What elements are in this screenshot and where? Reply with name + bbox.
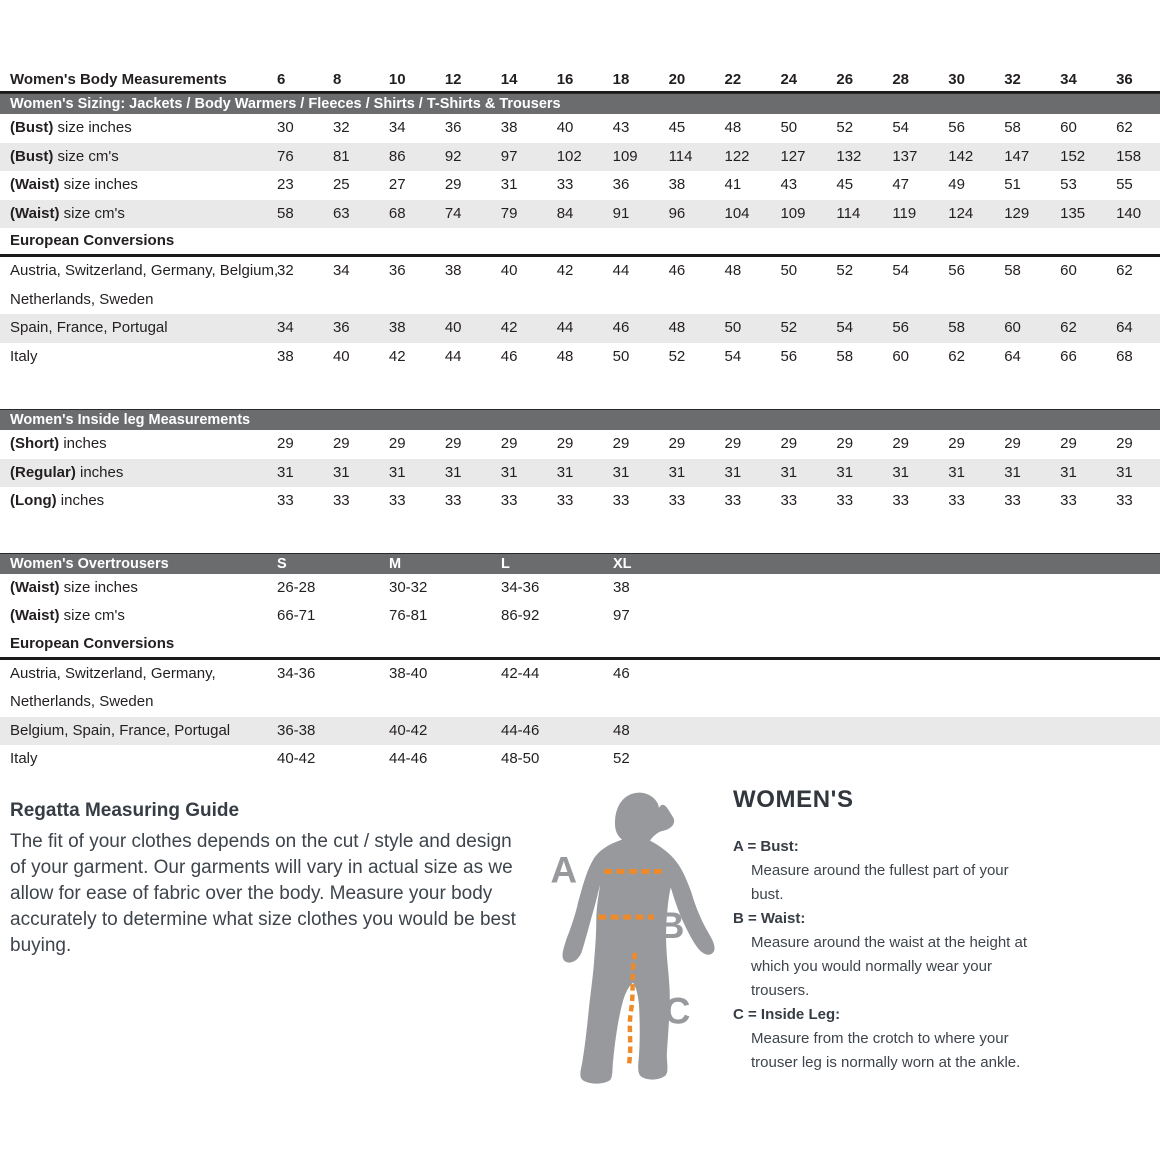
size-value: 34	[388, 119, 406, 136]
size-value: 102	[556, 147, 582, 165]
size-value: 38	[613, 578, 630, 596]
womens-measure-instructions	[733, 786, 1068, 1075]
table-row	[0, 717, 1160, 746]
table-row	[0, 200, 1160, 229]
size-value: 44	[444, 347, 462, 365]
size-value: 38	[277, 347, 294, 365]
size-column-header: 12	[444, 71, 462, 88]
measuring-guide	[10, 800, 520, 959]
size-value: 135	[1060, 204, 1086, 222]
size-value: 34-36	[277, 664, 316, 682]
body-figure	[538, 780, 733, 1098]
size-value: 29	[444, 435, 462, 452]
row-label-line2: Netherlands, Sweden	[10, 290, 154, 308]
size-value: 52	[668, 347, 686, 365]
instruction-description: Measure from the crotch to where your trouser leg is normally worn at the ankle.	[751, 1030, 1021, 1071]
table-row	[0, 343, 1160, 372]
size-value: 33	[668, 492, 686, 509]
table-row	[0, 257, 1160, 314]
instruction-description: Measure around the waist at the height at which you would normally wear your trousers.	[751, 934, 1028, 999]
size-column-header: 18	[612, 71, 630, 88]
size-value: 52	[613, 750, 630, 767]
size-column-header: 16	[556, 71, 574, 88]
size-value: 36-38	[277, 721, 316, 739]
size-value: 42	[388, 347, 406, 365]
size-value: 48	[613, 721, 630, 739]
size-value: 62	[1116, 119, 1133, 136]
row-label: Italy	[10, 750, 38, 767]
size-value: 38	[444, 262, 462, 279]
size-value: 31	[612, 463, 630, 481]
size-value: 31	[388, 463, 406, 481]
row-label: Austria, Switzerland, Germany, Belgium, Netherlands, Sweden	[0, 257, 265, 314]
size-value: 74	[444, 204, 462, 222]
size-value: 33	[1004, 492, 1021, 509]
size-value: 40	[444, 319, 462, 336]
body-silhouette	[563, 793, 715, 1084]
size-value: 29	[612, 435, 630, 452]
table-row	[0, 487, 1160, 516]
section-bar	[0, 93, 1160, 114]
size-value: 58	[1004, 119, 1021, 136]
size-column-header: 14	[500, 71, 518, 88]
size-value: 31	[1060, 463, 1077, 481]
size-value: 31	[780, 463, 798, 481]
row-label: Belgium, Spain, France, Portugal	[10, 721, 231, 739]
row-label: (Waist) size cm's	[10, 607, 125, 624]
size-value: 46	[500, 347, 518, 365]
size-value: 29	[332, 435, 350, 452]
size-column-header: 30	[948, 71, 965, 88]
instruction-term: B = Waist:	[733, 910, 806, 927]
size-value: 56	[948, 262, 965, 279]
size-value: 40-42	[389, 721, 428, 739]
size-value: 91	[612, 204, 630, 222]
size-value: 31	[1116, 463, 1133, 481]
size-column-header: 32	[1004, 71, 1021, 88]
section-bar	[0, 553, 1160, 574]
size-value: 97	[500, 147, 518, 165]
size-value: 56	[948, 119, 965, 136]
size-value: 33	[332, 492, 350, 509]
size-column-header: 26	[836, 71, 854, 88]
size-value: 31	[332, 463, 350, 481]
size-value: 132	[836, 147, 862, 165]
size-value: 66-71	[277, 607, 316, 624]
row-label-line2: Netherlands, Sweden	[10, 693, 154, 710]
size-column-header: 36	[1116, 71, 1133, 88]
size-value: 34-36	[501, 578, 540, 596]
size-value: 36	[444, 119, 462, 136]
size-value: 76	[277, 147, 294, 165]
size-value: 43	[780, 176, 798, 193]
size-value: 29	[724, 435, 742, 452]
size-value: 26-28	[277, 578, 316, 596]
table-row	[0, 459, 1160, 488]
row-label: (Waist) size inches	[10, 578, 138, 596]
row-label: Women's Inside leg Measurements	[10, 412, 251, 428]
table-row	[0, 574, 1160, 603]
table-row	[0, 430, 1160, 459]
size-value: 147	[1004, 147, 1030, 165]
table-row	[0, 660, 1160, 717]
size-value: 52	[836, 262, 854, 279]
size-value: 33	[780, 492, 798, 509]
size-value: 56	[892, 319, 909, 336]
size-value: 33	[724, 492, 742, 509]
size-value: 92	[444, 147, 462, 165]
size-value: 109	[612, 147, 638, 165]
size-value: 48-50	[501, 750, 540, 767]
size-value: 48	[668, 319, 686, 336]
size-value: 42	[500, 319, 518, 336]
measuring-figure-illustration	[538, 780, 733, 1098]
size-value: 66	[1060, 347, 1077, 365]
size-value: 31	[277, 463, 294, 481]
row-label: European Conversions	[10, 634, 175, 652]
size-value: 42	[556, 262, 574, 279]
size-column-header: 8	[332, 71, 342, 88]
table-row	[0, 114, 1160, 143]
inside-leg-table	[0, 409, 1160, 516]
row-label: (Regular) inches	[10, 463, 124, 481]
size-value: 49	[948, 176, 965, 193]
table-row	[0, 171, 1160, 200]
section-bar	[0, 409, 1160, 430]
size-value: 50	[612, 347, 630, 365]
size-value: 34	[332, 262, 350, 279]
size-value: 51	[1004, 176, 1021, 193]
figure-label-c: C	[663, 990, 691, 1032]
size-column-header: 28	[892, 71, 909, 88]
size-value: 29	[836, 435, 854, 452]
size-value: 46	[668, 262, 686, 279]
figure-label-b: B	[657, 905, 685, 947]
body-measurements-table	[0, 68, 1160, 371]
size-value: 48	[556, 347, 574, 365]
size-value: 40	[332, 347, 350, 365]
size-value: 38	[668, 176, 686, 193]
size-value: 54	[836, 319, 854, 336]
size-value: 48	[724, 262, 742, 279]
instruction-term: A = Bust:	[733, 838, 799, 855]
instruction-description: Measure around the fullest part of your bust.	[751, 862, 1009, 903]
size-value: 58	[1004, 262, 1021, 279]
size-value: 158	[1116, 147, 1142, 165]
size-value: 23	[277, 176, 294, 193]
row-label: Spain, France, Portugal	[10, 319, 168, 336]
size-value: 68	[1116, 347, 1133, 365]
size-value: 31	[1004, 463, 1021, 481]
size-value: 152	[1060, 147, 1086, 165]
size-value: 29	[1060, 435, 1077, 452]
size-value: 29	[277, 435, 294, 452]
size-value: 68	[388, 204, 406, 222]
size-value: 33	[556, 176, 574, 193]
size-value: 60	[1060, 119, 1077, 136]
size-value: 54	[724, 347, 742, 365]
size-value: 55	[1116, 176, 1133, 193]
size-value: 104	[724, 204, 750, 222]
size-value: 63	[332, 204, 350, 222]
size-value: 50	[780, 262, 798, 279]
size-value: 140	[1116, 204, 1142, 222]
size-value: 40-42	[277, 750, 316, 767]
row-label: Women's Body Measurements	[10, 71, 227, 88]
size-value: 29	[1004, 435, 1021, 452]
row-label: (Bust) size inches	[10, 119, 132, 136]
size-column-header: 34	[1060, 71, 1077, 88]
instruction-term: C = Inside Leg:	[733, 1006, 841, 1023]
size-value: 48	[724, 119, 742, 136]
size-value: 33	[836, 492, 854, 509]
size-value: 45	[668, 119, 686, 136]
size-value: 30	[277, 119, 294, 136]
size-value: 44-46	[389, 750, 428, 767]
size-value: 62	[1116, 262, 1133, 279]
size-value: 52	[780, 319, 798, 336]
size-value: 29	[948, 435, 965, 452]
size-column-header: S	[277, 555, 287, 572]
size-value: 33	[1116, 492, 1133, 509]
size-value: 79	[500, 204, 518, 222]
size-value: 25	[332, 176, 350, 193]
size-value: 33	[500, 492, 518, 509]
size-value: 47	[892, 176, 909, 193]
table-row	[0, 602, 1160, 631]
row-label: (Long) inches	[10, 492, 105, 509]
size-value: 29	[892, 435, 909, 452]
size-value: 129	[1004, 204, 1030, 222]
size-value: 29	[668, 435, 686, 452]
size-value: 32	[332, 119, 350, 136]
size-column-header: 22	[724, 71, 742, 88]
size-value: 114	[668, 147, 693, 165]
instruction-list	[733, 835, 1068, 1075]
row-label: European Conversions	[10, 232, 175, 249]
size-value: 38-40	[389, 664, 428, 682]
size-value: 33	[612, 492, 630, 509]
size-value: 27	[388, 176, 406, 193]
size-value: 33	[948, 492, 965, 509]
size-column-header: M	[389, 555, 402, 572]
size-value: 33	[556, 492, 574, 509]
size-value: 97	[613, 607, 630, 624]
size-value: 40	[500, 262, 518, 279]
size-value: 109	[780, 204, 806, 222]
row-label: (Waist) size inches	[10, 176, 138, 193]
size-value: 43	[612, 119, 630, 136]
size-value: 127	[780, 147, 806, 165]
size-value: 44	[612, 262, 630, 279]
size-value: 62	[1060, 319, 1077, 336]
measuring-guide-title: Regatta Measuring Guide	[10, 800, 240, 821]
row-label: Austria, Switzerland, Germany, Netherlands, Sweden	[0, 660, 265, 717]
size-value: 44	[556, 319, 574, 336]
size-value: 31	[500, 176, 518, 193]
size-column-header: 10	[388, 71, 406, 88]
size-value: 50	[724, 319, 742, 336]
size-value: 34	[277, 319, 294, 336]
table-row	[0, 314, 1160, 343]
size-value: 32	[277, 262, 294, 279]
size-value: 46	[612, 319, 630, 336]
size-value: 137	[892, 147, 918, 165]
size-value: 31	[444, 463, 462, 481]
size-value: 54	[892, 119, 909, 136]
size-value: 29	[780, 435, 798, 452]
size-value: 50	[780, 119, 798, 136]
size-value: 33	[444, 492, 462, 509]
size-value: 36	[388, 262, 406, 279]
size-value: 122	[724, 147, 750, 165]
size-value: 33	[1060, 492, 1077, 509]
size-value: 38	[388, 319, 406, 336]
table-row	[0, 745, 1160, 774]
size-value: 33	[892, 492, 909, 509]
size-value: 56	[780, 347, 798, 365]
size-value: 54	[892, 262, 909, 279]
size-value: 64	[1116, 319, 1133, 336]
size-value: 29	[556, 435, 574, 452]
size-value: 31	[836, 463, 854, 481]
size-value: 29	[500, 435, 518, 452]
size-value: 86-92	[501, 607, 540, 624]
size-column-header: 20	[668, 71, 686, 88]
size-header-row	[0, 68, 1160, 93]
size-value: 31	[892, 463, 909, 481]
size-value: 58	[277, 204, 294, 222]
size-value: 29	[444, 176, 462, 193]
size-value: 52	[836, 119, 854, 136]
size-value: 36	[332, 319, 350, 336]
size-value: 60	[1004, 319, 1021, 336]
size-value: 29	[1116, 435, 1133, 452]
size-value: 58	[948, 319, 965, 336]
row-label: Women's Overtrousers	[10, 555, 169, 572]
size-tables	[0, 68, 1160, 774]
size-value: 58	[836, 347, 854, 365]
size-value: 96	[668, 204, 686, 222]
size-value: 114	[836, 204, 861, 222]
row-label: (Short) inches	[10, 435, 107, 452]
subsection-heading	[0, 631, 1160, 660]
size-value: 29	[388, 435, 406, 452]
section-spacer	[0, 371, 1160, 409]
figure-label-a: A	[550, 849, 578, 891]
row-label: Italy	[10, 347, 38, 365]
size-value: 46	[613, 664, 630, 682]
size-value: 30-32	[389, 578, 428, 596]
size-column-header: XL	[613, 555, 632, 572]
size-value: 119	[892, 204, 917, 222]
size-value: 38	[500, 119, 518, 136]
size-value: 62	[948, 347, 965, 365]
size-value: 31	[556, 463, 574, 481]
size-column-header: L	[501, 555, 510, 572]
size-value: 142	[948, 147, 974, 165]
subsection-heading	[0, 228, 1160, 257]
size-value: 81	[332, 147, 350, 165]
row-label: Women's Sizing: Jackets / Body Warmers / Fleeces / Shirts / T-Shirts & Trousers	[10, 96, 561, 112]
size-value: 41	[724, 176, 742, 193]
size-value: 33	[277, 492, 294, 509]
size-value: 64	[1004, 347, 1021, 365]
size-value: 60	[892, 347, 909, 365]
size-column-header: 24	[780, 71, 798, 88]
womens-heading: WOMEN'S	[733, 786, 854, 813]
size-value: 124	[948, 204, 974, 222]
size-value: 31	[500, 463, 518, 481]
overtrousers-table	[0, 553, 1160, 774]
row-label: (Waist) size cm's	[10, 204, 125, 222]
size-column-header: 6	[277, 71, 286, 88]
row-label: (Bust) size cm's	[10, 147, 119, 165]
size-value: 36	[612, 176, 630, 193]
size-value: 44-46	[501, 721, 540, 739]
size-value: 31	[724, 463, 742, 481]
size-value: 60	[1060, 262, 1077, 279]
table-row	[0, 143, 1160, 172]
size-value: 31	[668, 463, 686, 481]
measuring-guide-text: The fit of your clothes depends on the cut / style and design of your garment. Our garments will vary in actual size as we allow for ease of fabric over the body. Measure your body accurately to determine what size clothes you would be best buying.	[10, 831, 516, 956]
size-value: 86	[388, 147, 406, 165]
size-value: 76-81	[389, 607, 428, 624]
size-value: 84	[556, 204, 574, 222]
size-value: 31	[948, 463, 965, 481]
size-value: 40	[556, 119, 574, 136]
size-value: 33	[388, 492, 406, 509]
size-value: 45	[836, 176, 854, 193]
size-value: 42-44	[501, 664, 540, 682]
section-spacer	[0, 516, 1160, 553]
size-value: 53	[1060, 176, 1077, 193]
